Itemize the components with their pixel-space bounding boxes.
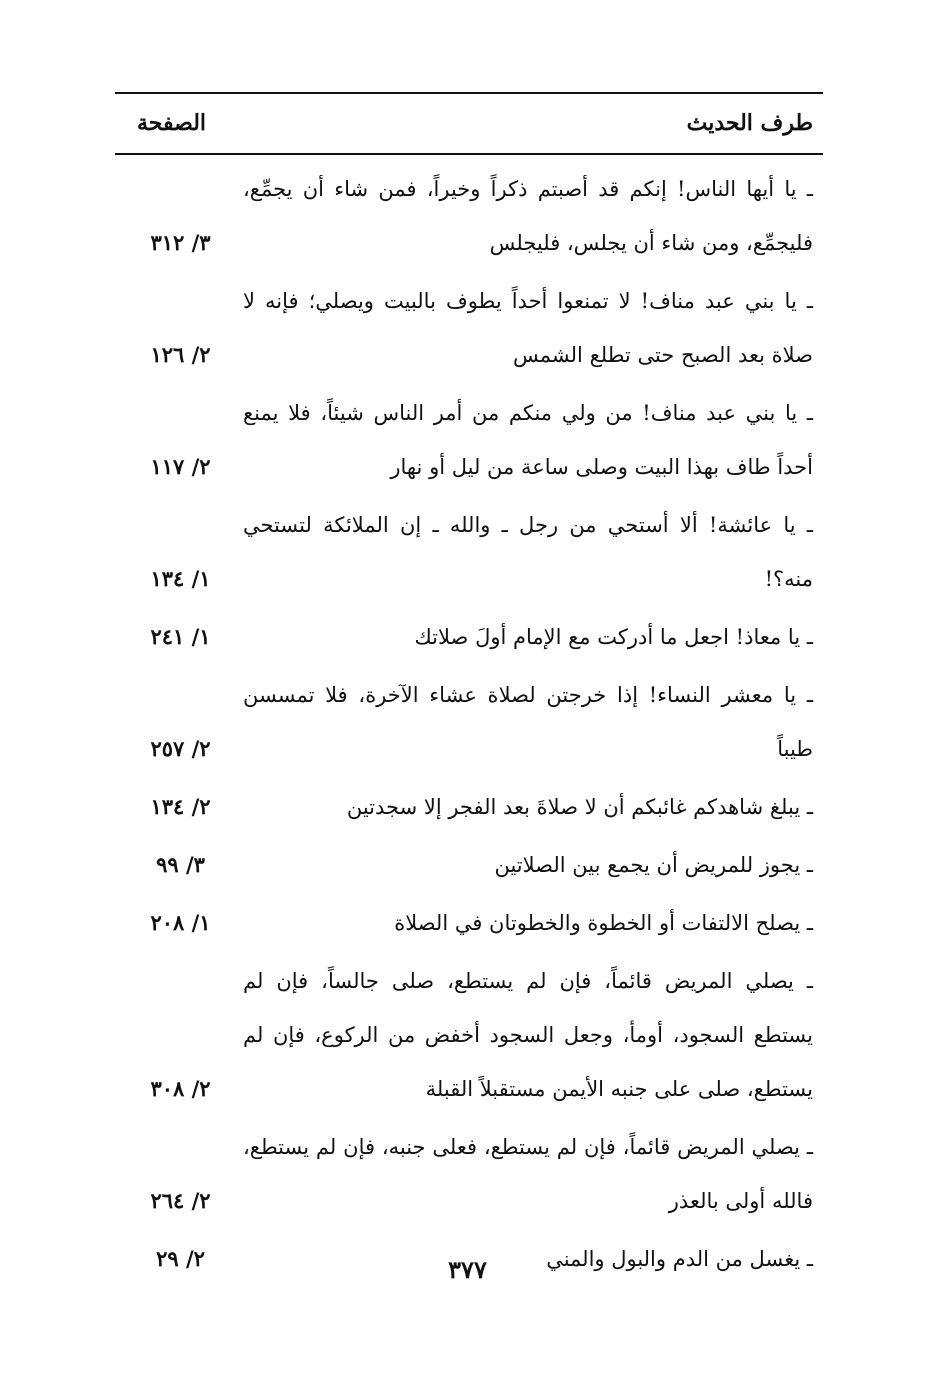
hadith-text: ـ يغسل من الدم والبول والمني (546, 1247, 813, 1271)
hadith-text: ـ يبلغ شاهدكم غائبكم أن لا صلاةَ بعد الفجر إلا سجدتين (346, 795, 813, 819)
page-number: ٣٧٧ (448, 1255, 487, 1284)
index-entry (115, 498, 823, 606)
hadith-text: ـ يجوز للمريض أن يجمع بين الصلاتين (494, 853, 813, 877)
page-column-header: الصفحة (137, 110, 207, 136)
page-reference: ١/ ٢٠٨ (150, 910, 211, 935)
index-entry (115, 274, 823, 382)
index-entry (115, 610, 823, 664)
index-entry (115, 954, 823, 1116)
index-entry (115, 1120, 823, 1228)
index-entry (115, 896, 823, 950)
page-reference: ٢/ ٢٥٧ (150, 736, 211, 761)
hadith-text: ـ يا معشر النساء! إذا خرجتن لصلاة عشاء الآخرة، فلا تمسسن طيباً (243, 683, 813, 761)
hadith-text: ـ يا عائشة! ألا أستحي من رجل ـ والله ـ إن الملائكة لتستحي منه؟! (243, 513, 813, 591)
page-reference: ٢/ ٢٦٤ (150, 1188, 211, 1213)
hadith-text: ـ يا أيها الناس! إنكم قد أصبتم ذكراً وخيراً، فمن شاء أن يجمِّع، فليجمِّع، ومن شاء أن يجلس، فليجلس (243, 177, 813, 255)
page-reference: ١/ ١٣٤ (150, 566, 211, 591)
hadith-text: ـ يا معاذ! اجعل ما أدركت مع الإمام أولَ صلاتك (414, 625, 813, 649)
hadith-text: ـ يا بني عبد مناف! من ولي منكم من أمر الناس شيئاً، فلا يمنع أحداً طاف بهذا البيت وصلى ساعة من ليل أو نهار (243, 401, 813, 479)
hadith-column-header: طرف الحديث (686, 110, 813, 136)
hadith-text: ـ يا بني عبد مناف! لا تمنعوا أحداً يطوف بالبيت ويصلي؛ فإنه لا صلاة بعد الصبح حتى تطلع الشمس (243, 289, 813, 367)
top-rule (115, 92, 823, 94)
index-entry (115, 838, 823, 892)
index-entry (115, 386, 823, 494)
page-reference: ٢/ ١٣٤ (150, 794, 211, 819)
hadith-text: ـ يصلي المريض قائماً، فإن لم يستطع، صلى جالساً، فإن لم يستطع السجود، أومأ، وجعل السجود أخفض من الركوع، فإن لم يستطع، صلى على جنبه الأيمن مستقبلاً القبلة (243, 969, 813, 1101)
header-rule (115, 153, 823, 155)
page-reference: ٢/ ١١٧ (150, 454, 211, 479)
index-entry (115, 668, 823, 776)
page-reference: ٣/ ٩٩ (156, 852, 205, 877)
hadith-text: ـ يصلي المريض قائماً، فإن لم يستطع، فعلى جنبه، فإن لم يستطع، فالله أولى بالعذر (243, 1135, 813, 1213)
hadith-text: ـ يصلح الالتفات أو الخطوة والخطوتان في الصلاة (394, 911, 813, 935)
page-reference: ٢/ ٢٩ (156, 1246, 205, 1271)
index-entry (115, 162, 823, 270)
page-reference: ٢/ ١٢٦ (150, 342, 211, 367)
index-entry (115, 780, 823, 834)
page-reference: ٢/ ٣٠٨ (150, 1076, 211, 1101)
page-reference: ٣/ ٣١٢ (150, 230, 211, 255)
hadith-index-list (115, 162, 823, 1290)
table-header (115, 104, 823, 148)
page-reference: ١/ ٢٤١ (150, 624, 211, 649)
